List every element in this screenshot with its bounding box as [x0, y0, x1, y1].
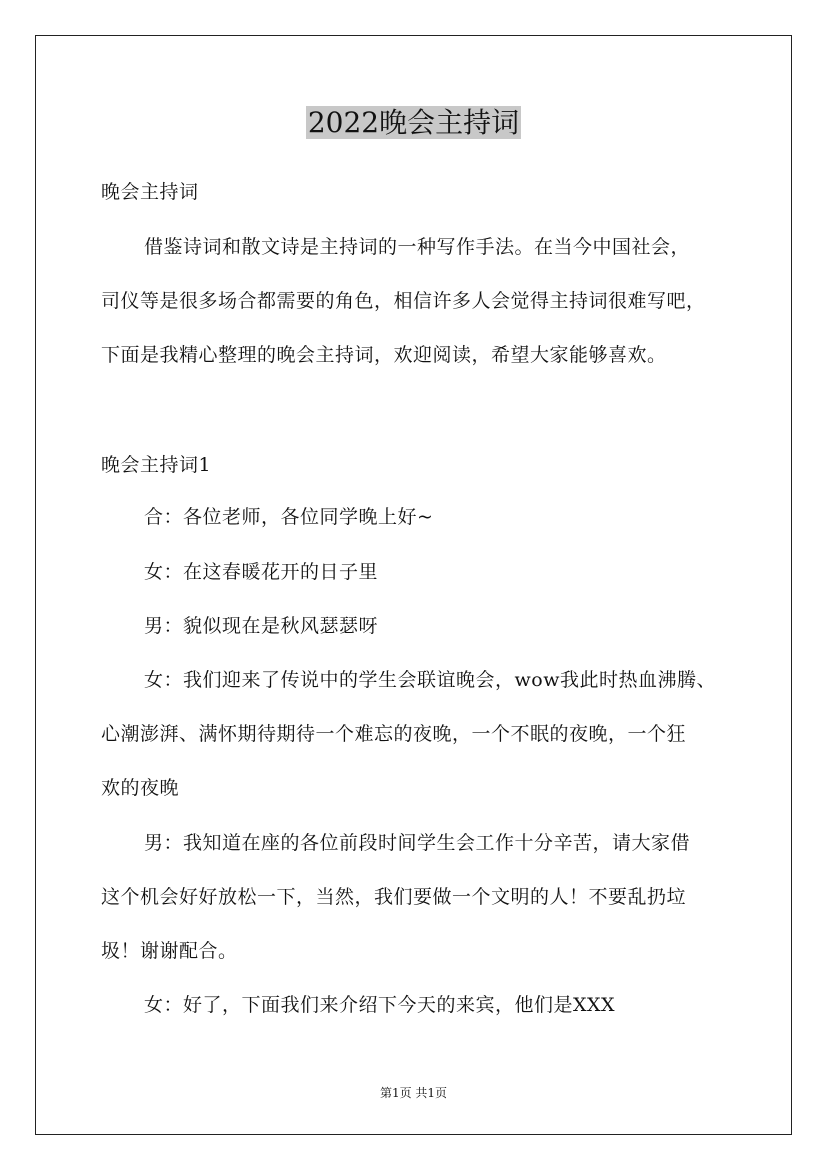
body-line-10: 女：好了，下面我们来介绍下今天的来宾，他们是XXX [144, 994, 616, 1016]
body-line-1: 合：各位老师，各位同学晚上好~ [144, 506, 434, 528]
body-line-5: 心潮澎湃、满怀期待期待一个难忘的夜晚，一个不眠的夜晚，一个狂 [101, 723, 687, 745]
body-line-2: 女：在这春暖花开的日子里 [144, 561, 379, 583]
document-heading: 晚会主持词 [101, 181, 199, 203]
intro-line-3: 下面是我精心整理的晚会主持词，欢迎阅读，希望大家能够喜欢。 [101, 344, 667, 366]
intro-line-1: 借鉴诗词和散文诗是主持词的一种写作手法。在当今中国社会， [144, 236, 691, 258]
body-line-4: 女：我们迎来了传说中的学生会联谊晚会，wow我此时热血沸腾、 [144, 669, 716, 691]
body-line-9: 圾！谢谢配合。 [101, 940, 238, 962]
document-title-text: 2022晚会主持词 [307, 106, 520, 139]
section-heading: 晚会主持词1 [101, 454, 212, 476]
intro-line-2: 司仪等是很多场合都需要的角色，相信许多人会觉得主持词很难写吧， [101, 290, 706, 312]
document-title [0, 104, 827, 142]
body-line-8: 这个机会好好放松一下，当然，我们要做一个文明的人！不要乱扔垃 [101, 886, 687, 908]
body-line-3: 男：貌似现在是秋风瑟瑟呀 [144, 615, 379, 637]
body-line-7: 男：我知道在座的各位前段时间学生会工作十分辛苦，请大家借 [144, 832, 691, 854]
body-line-6: 欢的夜晚 [101, 777, 180, 799]
page-footer: 第1页 共1页 [379, 1086, 448, 1100]
